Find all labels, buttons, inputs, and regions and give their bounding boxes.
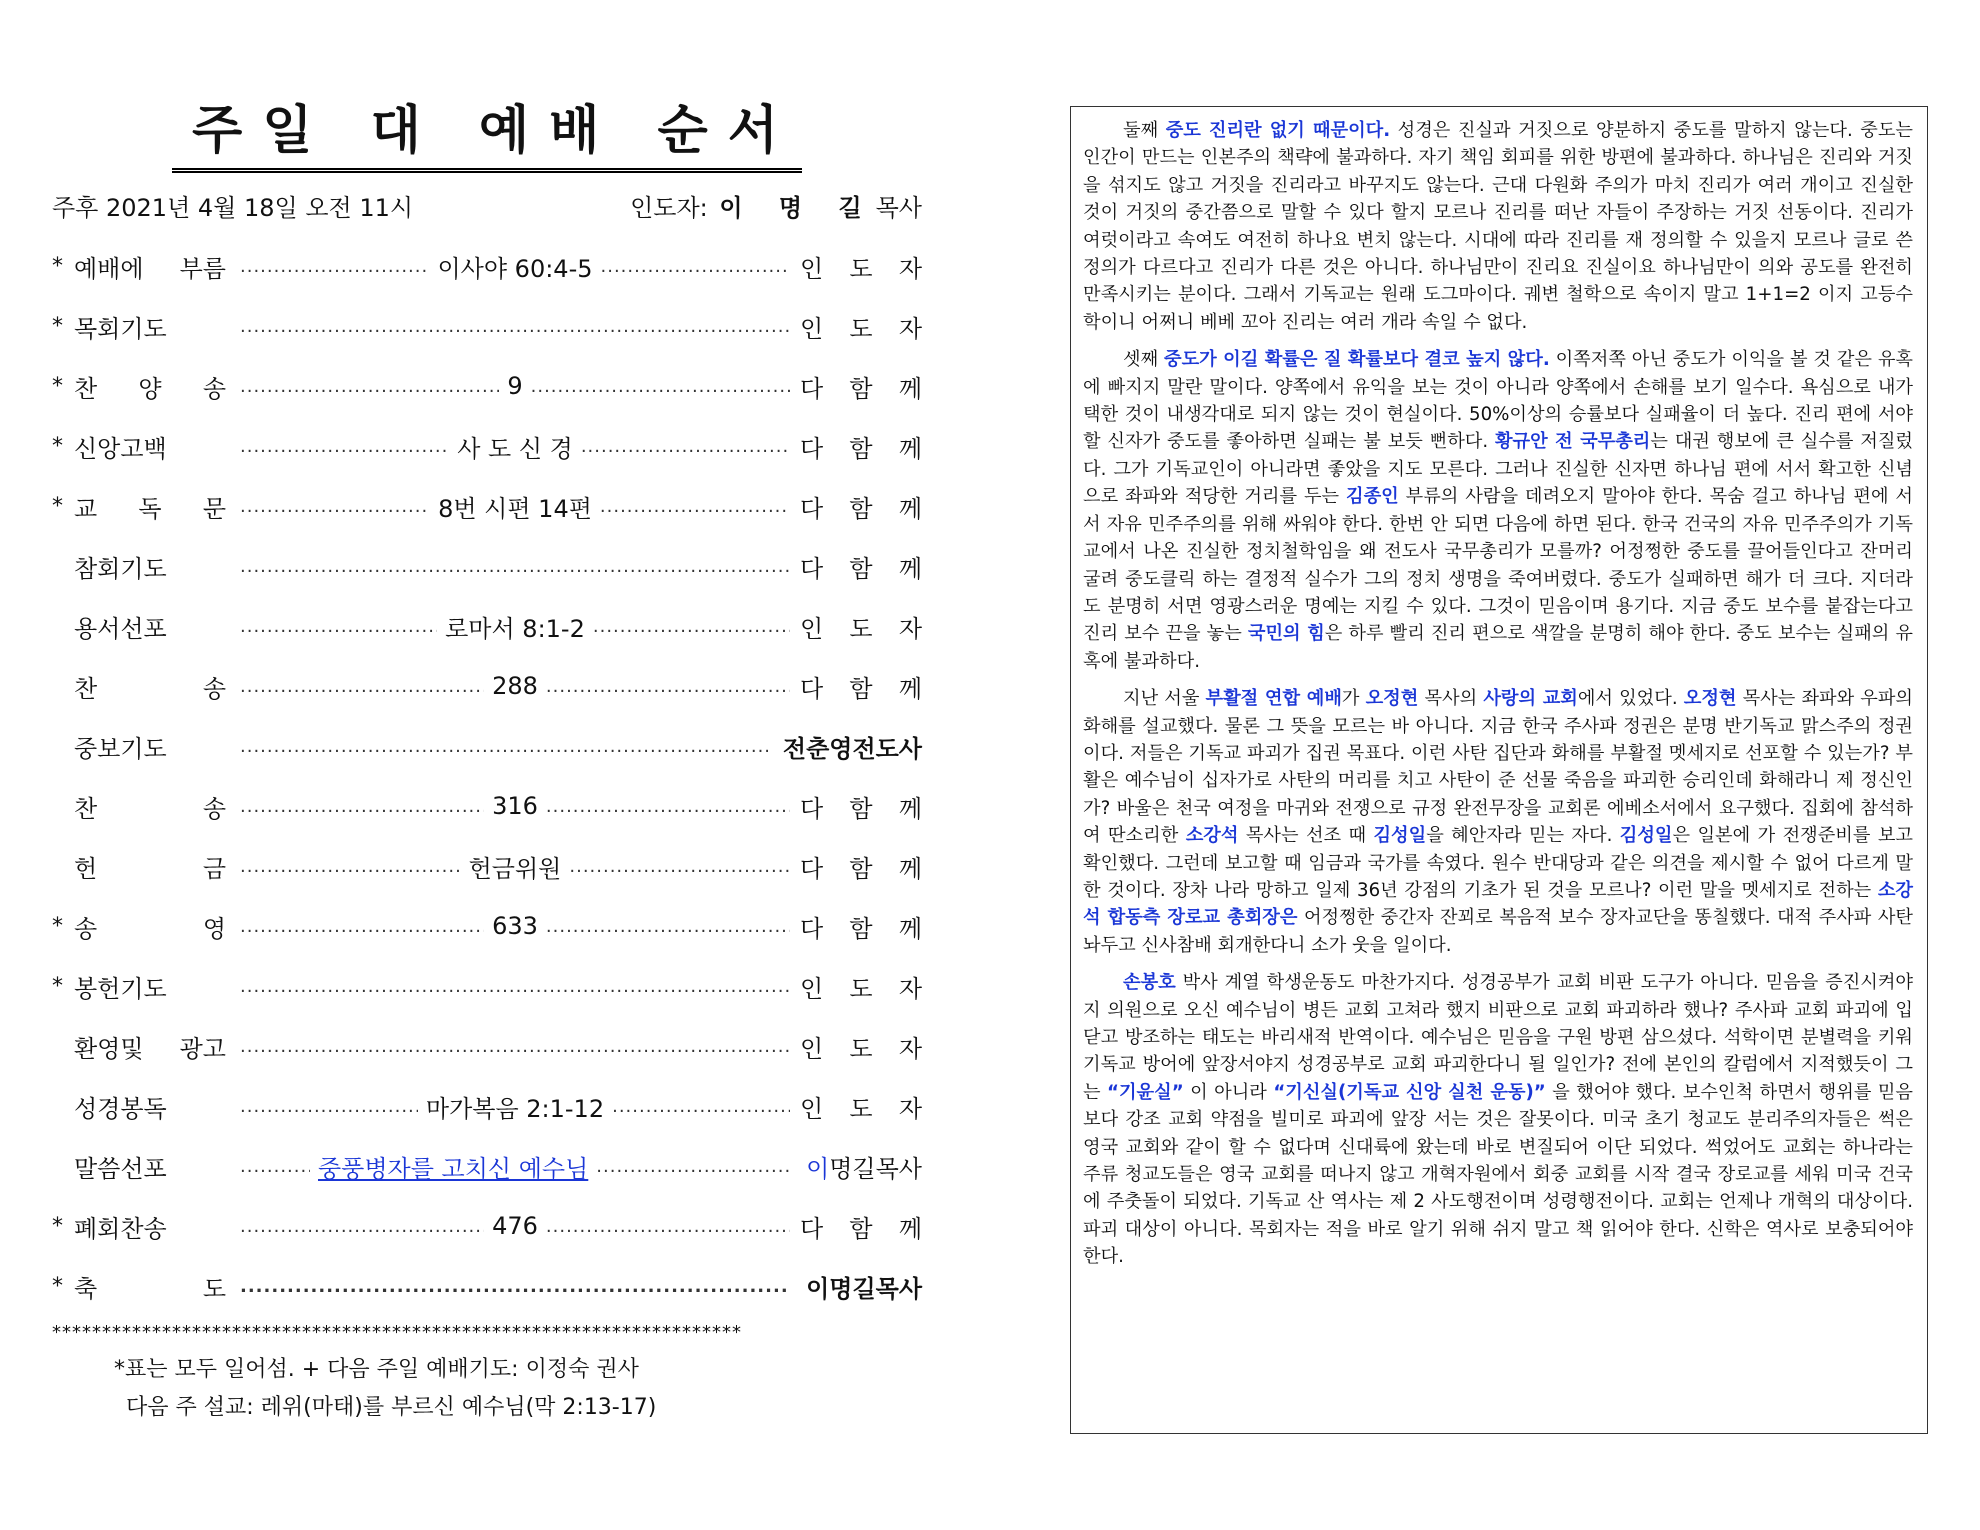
dot-leader — [240, 609, 790, 644]
dot-leader — [240, 556, 790, 577]
highlight-phrase: 중도 진리란 없기 때문이다. — [1165, 120, 1391, 141]
highlight-phrase: 부활절 연합 예배 — [1205, 688, 1342, 710]
item-detail: 288 — [492, 672, 538, 700]
standing-mark: * — [52, 913, 63, 939]
item-name: 신앙고백 — [74, 434, 167, 463]
column-article — [1070, 106, 1928, 1434]
item-name: 중보기도 — [74, 734, 167, 763]
standing-mark: * — [52, 313, 63, 339]
sermon-title-link[interactable]: 중풍병자를 고치신 예수님 — [318, 1154, 589, 1183]
order-of-service — [52, 80, 922, 1427]
item-leader: 인 도 자 — [800, 314, 922, 343]
item-name: 참회기도 — [74, 554, 167, 583]
dot-leader — [240, 1212, 790, 1240]
leader-name: 이 명 길 — [719, 194, 876, 222]
list-item — [52, 236, 922, 296]
dot-leader — [240, 976, 790, 997]
item-detail: 마가복음 2:1-12 — [425, 1094, 605, 1123]
preacher-initial: 이 — [806, 1154, 830, 1183]
item-name: 폐회찬송 — [74, 1214, 167, 1243]
page-title — [52, 96, 922, 174]
highlight-phrase: 김종인 — [1346, 486, 1399, 508]
list-item — [52, 596, 922, 656]
service-info — [52, 188, 922, 228]
item-leader: 다 함 께 — [800, 914, 922, 943]
item-name: 용서선포 — [74, 614, 167, 643]
item-leader: 다 함 께 — [800, 674, 922, 703]
leader-line — [630, 188, 922, 228]
list-item — [52, 296, 922, 356]
standing-mark: * — [52, 253, 63, 279]
item-name: 찬 송 — [74, 794, 226, 823]
list-item — [52, 536, 922, 596]
item-leader: 다 함 께 — [800, 554, 922, 583]
standing-mark: * — [52, 493, 63, 519]
item-detail: 헌금위원 — [468, 854, 562, 883]
service-date: 주후 2021년 4월 18일 오전 11시 — [52, 194, 414, 222]
item-detail: 로마서 8:1-2 — [445, 614, 585, 643]
list-item — [52, 776, 922, 836]
next-sermon-note: 다음 주 설교: 레위(마태)를 부르신 예수님(막 2:13-17) — [126, 1395, 657, 1420]
standing-note: *표는 모두 일어섬. + 다음 주일 예배기도: 이정숙 권사 — [114, 1357, 639, 1382]
item-leader: 다 함 께 — [800, 374, 922, 403]
list-item — [52, 476, 922, 536]
item-leader: 이명길목사 — [806, 1274, 922, 1303]
highlight-phrase: 국민의 힘 — [1247, 623, 1325, 645]
highlight-phrase: 김성일 — [1619, 825, 1673, 847]
item-name: 축 도 — [74, 1274, 226, 1303]
item-leader: 다 함 께 — [800, 854, 922, 883]
highlight-phrase: 오정현 — [1683, 688, 1737, 710]
service-order-list — [52, 236, 922, 1316]
item-name: 찬 양 송 — [74, 374, 226, 403]
item-leader: 인 도 자 — [800, 614, 922, 643]
highlight-phrase: 김성일 — [1373, 825, 1427, 847]
item-name: 봉헌기도 — [74, 974, 167, 1003]
dot-leader — [240, 372, 790, 400]
highlight-phrase: “기윤실” — [1107, 1081, 1184, 1103]
paragraph: 둘째 중도 진리란 없기 때문이다. 성경은 진실과 거짓으로 양분하지 중도를 말하지 않는다. 중도는 인간이 만드는 인본주의 책략에 불과하다. 자기 책임 회피를 위한 방편에 불과하다. 하나님은 진리와 거짓을 섞지도 않고 거짓을 진리라고 바꾸지도 않는다. 근대 다원화 주의가 마치 진리가 여러 개이고 진실한 것이 거짓의 중간쯤으로 말할 수 있다 할지 모르나 진리를 떠난 자들이 주장하는 거짓 선동이다. 진리가 여럿이라고 속여도 여전히 하나요 변치 않는다. 시대에 따라 진리를 재 정의할 수 있을지 모르나 글로 쓴 정의가 다르다고 진리가 다른 것은 아니다. 하나님만이 진리요 진실이요 하나님만이 의와 공도를 완전히 만족시키는 분이다. 그래서 기독교는 원래 도그마이다. 궤변 철학으로 속이지 말고 1+1=2 이지 고등수학이니 어쩌니 베베 꼬아 진리는 여러 개라 속일 수 없다. — [1083, 120, 1913, 333]
leader-label: 인도자: — [630, 194, 708, 222]
item-name: 예배에 부름 — [74, 254, 226, 283]
item-leader — [800, 1149, 922, 1184]
highlight-phrase: 손봉호 — [1123, 972, 1176, 994]
dot-leader — [240, 489, 790, 524]
highlight-phrase: 오정현 — [1365, 688, 1419, 710]
title-text: 주일 대 예배 순서 — [172, 96, 802, 173]
dot-leader — [240, 1149, 790, 1184]
item-detail: 9 — [507, 372, 523, 400]
dot-leader — [240, 1036, 790, 1057]
highlight-phrase: “기신실(기독교 신앙 실천 운동)” — [1273, 1081, 1546, 1103]
item-name: 교 독 문 — [74, 494, 226, 523]
item-leader: 다 함 께 — [800, 1214, 922, 1243]
list-item — [52, 356, 922, 416]
dot-leader — [240, 316, 790, 337]
preacher-rest: 명길목사 — [829, 1154, 922, 1183]
list-item — [52, 1136, 922, 1196]
item-leader: 인 도 자 — [800, 1034, 922, 1063]
item-name: 헌 금 — [74, 854, 226, 883]
dot-leader — [240, 1089, 790, 1124]
standing-mark: * — [52, 373, 63, 399]
highlight-phrase: 소강석 — [1185, 825, 1239, 847]
item-leader: 인 도 자 — [800, 1094, 922, 1123]
list-item — [52, 716, 922, 776]
list-item — [52, 836, 922, 896]
list-item — [52, 896, 922, 956]
leader-title: 목사 — [875, 194, 922, 222]
item-detail: 이사야 60:4-5 — [437, 254, 593, 283]
item-detail: 8번 시편 14편 — [438, 494, 592, 523]
item-name: 찬 송 — [74, 674, 226, 703]
item-leader: 인 도 자 — [800, 254, 922, 283]
list-item — [52, 656, 922, 716]
separator-line: ********************************************************************* — [52, 1322, 742, 1343]
highlight-phrase: 사랑의 교회 — [1483, 688, 1578, 710]
item-name: 목회기도 — [74, 314, 167, 343]
dot-leader — [240, 249, 790, 284]
paragraph: 손봉호 박사 계열 학생운동도 마찬가지다. 성경공부가 교회 비판 도구가 아니다. 믿음을 증진시켜야지 의원으로 오신 예수님이 병든 교회 고쳐라 했지 비판으로 교회 파괴하라 했나? 주사파 교회 파괴에 입 닫고 방조하는 태도는 바리새적 반역이다. 예수님은 믿음을 구원 방편 삼으셨다. 석학이면 분별력을 키워 기독교 방어에 앞장서야지 성경공부로 교회 파괴한다니 될 일인가? 전에 본인의 칼럼에서 지적했듯이 그는 “기윤실” 이 아니라 “기신실(기독교 신앙 실천 운동)” 을 했어야 했다. 보수인척 하면서 행위를 믿음 보다 강조 교회 약점을 빌미로 파괴에 앞장 서는 것은 잘못이다. 미국 초기 청교도 분리주의자들은 썩은 영국 교회와 같이 할 수 없다며 신대륙에 왔는데 바로 변질되어 이단 되었다. 썩었어도 교회는 하나라는 주류 청교도들은 영국 교회를 떠나지 않고 개혁자원에서 회중 교회를 시작 결국 장로교를 세워 미국 건국에 주춧돌이 되었다. 기독교 산 역사는 제 2 사도행전이며 성령행전이다. 교회는 언제나 개혁의 대상이다. 파괴 대상이 아니다. 목회자는 적을 바로 알기 위해 쉬지 말고 책 읽어야 한다. 신학은 역사로 보충되어야 한다. — [1083, 972, 1913, 1268]
list-item — [52, 956, 922, 1016]
list-item — [52, 1196, 922, 1256]
highlight-phrase: 황규안 전 국무총리 — [1494, 431, 1651, 453]
standing-mark: * — [52, 433, 63, 459]
footnotes — [52, 1351, 922, 1427]
item-leader: 전춘영전도사 — [782, 734, 922, 763]
list-item — [52, 1076, 922, 1136]
item-name: 송 영 — [74, 914, 226, 943]
highlight-phrase: 중도가 이길 확률은 질 확률보다 결코 높지 않다. — [1164, 349, 1550, 371]
item-name: 환영및 광고 — [74, 1034, 226, 1063]
list-item — [52, 1256, 922, 1316]
standing-mark: * — [52, 973, 63, 999]
item-leader: 다 함 께 — [800, 434, 922, 463]
dot-leader — [240, 1276, 790, 1297]
item-leader: 인 도 자 — [800, 974, 922, 1003]
item-detail: 316 — [492, 792, 538, 820]
dot-leader — [240, 429, 790, 464]
item-detail: 633 — [492, 912, 538, 940]
item-detail: 사 도 신 경 — [457, 434, 573, 463]
item-name: 성경봉독 — [74, 1094, 167, 1123]
dot-leader — [240, 792, 790, 820]
standing-mark: * — [52, 1273, 63, 1299]
standing-mark: * — [52, 1213, 63, 1239]
item-leader: 다 함 께 — [800, 494, 922, 523]
list-item — [52, 1016, 922, 1076]
item-name: 말씀선포 — [74, 1154, 167, 1183]
item-leader: 다 함 께 — [800, 794, 922, 823]
dot-leader — [240, 912, 790, 940]
paragraph: 지난 서울 부활절 연합 예배가 오정현 목사의 사랑의 교회에서 있었다. 오정현 목사는 좌파와 우파의 화해를 설교했다. 물론 그 뜻을 모르는 바 아니다. 지금 한국 주사파 정권은 분명 반기독교 맑스주의 정권이다. 저들은 기독교 파괴가 집권 목표다. 이런 사탄 집단과 화해를 부활절 멧세지로 선포할 수 있는가? 부활은 예수님이 십자가로 사탄의 머리를 치고 사탄이 준 선물 죽음을 파괴한 승리인데 화해라니 제 정신인가? 바울은 천국 여정을 마귀와 전쟁으로 규정 완전무장을 교회론 에베소서에서 요구했다. 집회에 참석하여 딴소리한 소강석 목사는 선조 때 김성일을 혜안자라 믿는 자다. 김성일은 일본에 가 전쟁준비를 보고 확인했다. 그런데 보고할 때 임금과 국가를 속였다. 원수 반대당과 같은 의견을 제시할 수 없어 다르게 말한 것이다. 장차 나라 망하고 일제 36년 강점의 기초가 된 것을 모르나? 이런 말을 멧세지로 전하는 소강석 합동측 장로교 총회장은 어정쩡한 중간자 잔꾀로 복음적 보수 장자교단을 똥칠했다. 대적 주사파 사탄 놔두고 신사참배 회개한다니 소가 웃을 일이다. — [1083, 688, 1913, 956]
dot-leader — [240, 849, 790, 884]
dot-leader — [240, 736, 768, 757]
highlight-phrase: 소강석 합동측 장로교 총회장은 — [1083, 879, 1913, 929]
dot-leader — [240, 672, 790, 700]
list-item — [52, 416, 922, 476]
item-detail: 476 — [492, 1212, 538, 1240]
paragraph: 셋째 중도가 이길 확률은 질 확률보다 결코 높지 않다. 이쪽저쪽 아닌 중도가 이익을 볼 것 같은 유혹에 빠지지 말란 말이다. 양쪽에서 유익을 보는 것이 아니라 양쪽에서 손해를 보기 일수다. 욕심으로 내가 택한 것이 내생각대로 되지 않는 것이 현실이다. 50%이상의 승률보다 실패율이 더 높다. 진리 편에 서야 할 신자가 중도를 좋아하면 실패는 불 보듯 뻔하다. 황규안 전 국무총리는 대권 행보에 큰 실수를 저질렀다. 그가 기독교인이 아니라면 좋았을 지도 모른다. 그러나 진실한 신자면 하나님 편에 서서 확고한 신념으로 좌파와 적당한 거리를 두는 김종인 부류의 사람을 데려오지 말아야 한다. 목숨 걸고 하나님 편에 서서 자유 민주주의를 위해 싸워야 한다. 한번 안 되면 다음에 하면 된다. 한국 건국의 자유 민주주의가 기독교에서 나온 진실한 정치철학임을 왜 전도사 국무총리가 모를까? 어정쩡한 중도를 끌어들인다고 잔머리 굴려 중도클릭 하는 결정적 실수가 그의 정치 생명을 죽여버렸다. 중도가 실패하면 해가 더 크다. 지더라도 분명히 서면 영광스러운 명예는 지킬 수 있다. 그것이 믿음이며 용기다. 지금 중도 보수를 붙잡는다고 진리 보수 끈을 놓는 국민의 힘은 하루 빨리 진리 편으로 색깔을 분명히 해야 한다. 중도 보수는 실패의 유혹에 불과하다. — [1083, 349, 1913, 672]
